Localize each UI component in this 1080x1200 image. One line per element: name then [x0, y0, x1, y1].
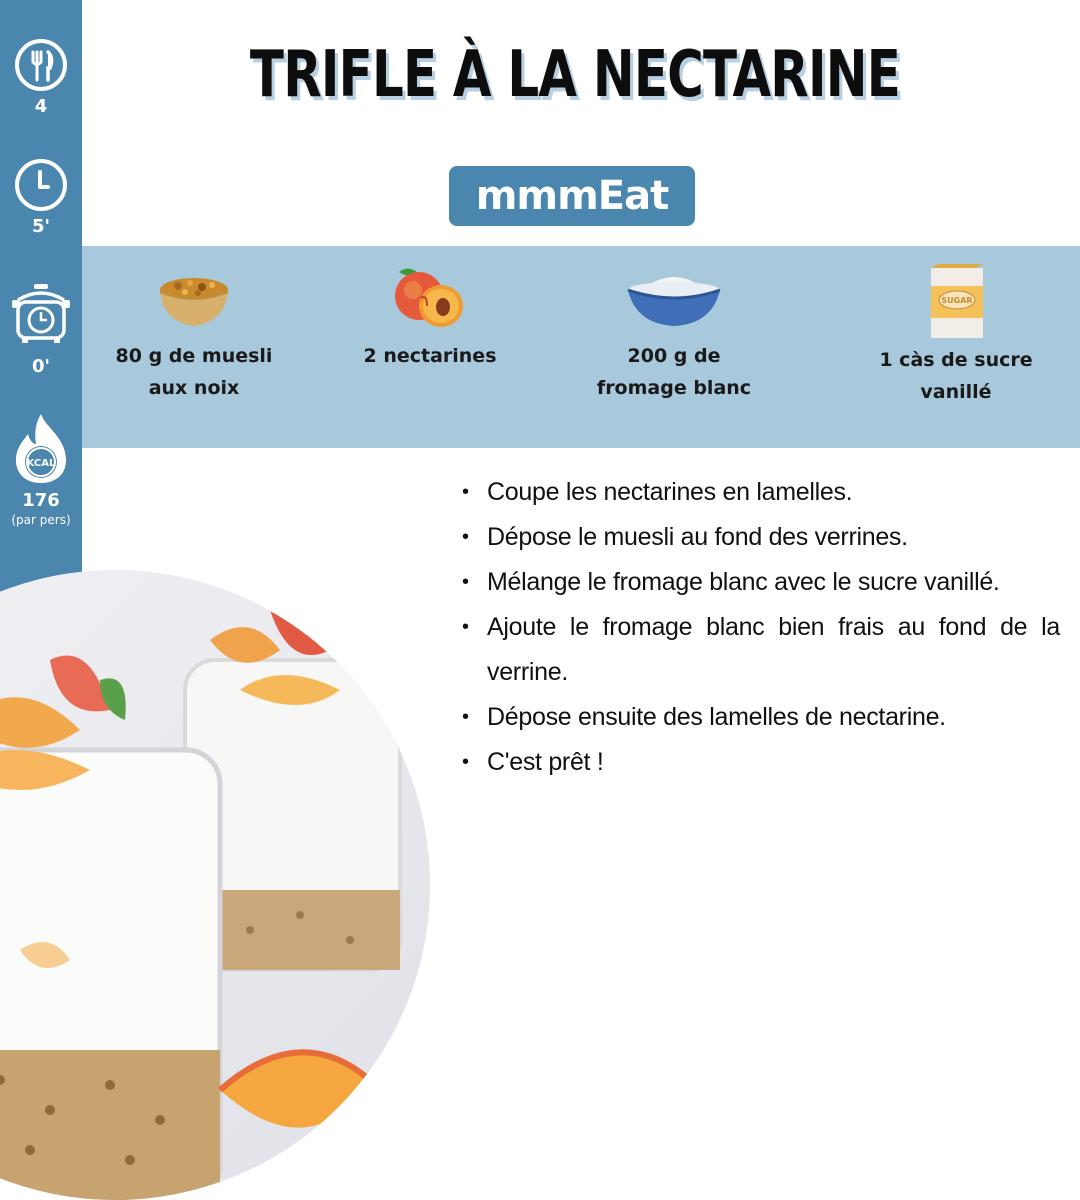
cooker-icon — [8, 280, 74, 346]
servings-stat — [0, 38, 82, 117]
step-text: Ajoute le fromage blanc bien frais au fond de la verrine. — [487, 613, 1060, 686]
step-item: • Ajoute le fromage blanc bien frais au fond de la verrine. — [462, 613, 1060, 686]
ingredients-band — [82, 246, 1080, 448]
prep-time-value: 5' — [31, 216, 51, 237]
step-item: • Dépose ensuite des lamelles de nectarine. — [462, 703, 946, 731]
step-item: • Coupe les nectarines en lamelles. — [462, 478, 853, 506]
recipe-title: TRIFLE À LA NECTARINE — [249, 38, 901, 112]
sugar-bag-text: SUGAR — [941, 296, 973, 305]
flame-icon — [10, 410, 72, 486]
step-text: C'est prêt ! — [487, 748, 604, 776]
ingredient-label: 200 g de fromage blanc — [596, 345, 752, 399]
step-item: • Mélange le fromage blanc avec le sucre vanillé. — [462, 568, 1000, 596]
step-text: Dépose ensuite des lamelles de nectarine. — [487, 703, 946, 731]
fork-knife-icon — [14, 38, 68, 92]
brand-logo: mmmEat — [449, 166, 695, 226]
calories-note: (par pers) — [11, 513, 71, 527]
ingredient-label: 80 g de muesli aux noix — [115, 345, 273, 399]
ingredient-item — [74, 262, 314, 404]
step-text: Coupe les nectarines en lamelles. — [487, 478, 853, 506]
step-text: Mélange le fromage blanc avec le sucre vanillé. — [487, 568, 1000, 596]
prep-time-stat — [0, 158, 82, 237]
servings-value: 4 — [34, 96, 48, 117]
calories-value: 176 — [22, 490, 60, 511]
ingredient-item — [310, 262, 550, 372]
trifle-jars-image — [0, 570, 430, 1200]
nectarine-icon — [385, 262, 475, 332]
cook-time-stat — [0, 280, 82, 377]
sugar-bag-icon — [921, 262, 991, 342]
ingredient-label: 1 càs de sucre vanillé — [879, 349, 1033, 403]
clock-icon — [14, 158, 68, 212]
step-item: • C'est prêt ! — [462, 748, 604, 776]
step-item: • Dépose le muesli au fond des verrines. — [462, 523, 908, 551]
fromage-blanc-bowl-icon — [624, 262, 724, 332]
cook-time-value: 0' — [31, 356, 51, 377]
muesli-bowl-icon — [154, 262, 234, 332]
ingredient-label: 2 nectarines — [363, 345, 497, 367]
step-text: Dépose le muesli au fond des verrines. — [487, 523, 908, 551]
recipe-info-sidebar — [0, 0, 82, 640]
ingredient-item — [554, 262, 794, 404]
ingredient-item — [836, 262, 1076, 408]
recipe-photo — [0, 570, 430, 1200]
calories-stat — [0, 410, 82, 527]
recipe-steps — [462, 470, 1060, 785]
kcal-icon-label: KCAL — [26, 458, 56, 469]
